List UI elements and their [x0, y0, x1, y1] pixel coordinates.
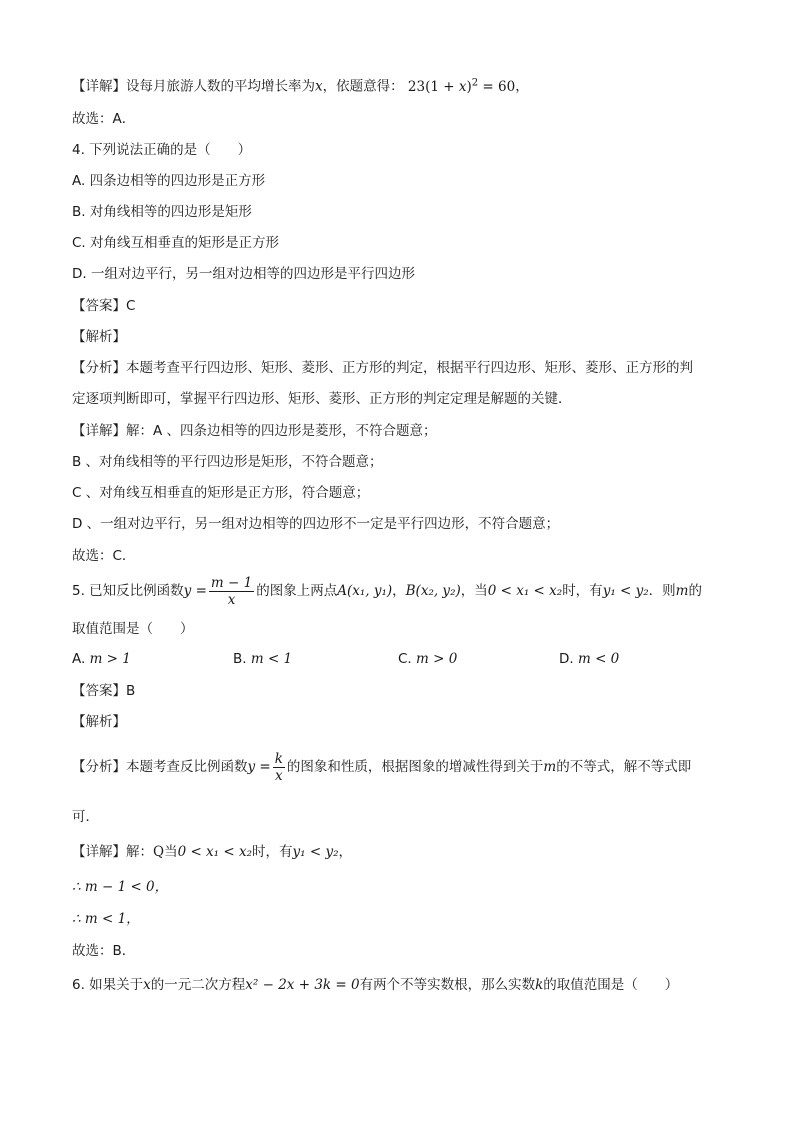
option-label: C.: [398, 651, 412, 667]
option-expr: m > 1: [89, 651, 131, 667]
q3-detail-line: [72, 74, 529, 96]
q4-detail-1: [72, 422, 437, 440]
func2-den: x: [275, 767, 283, 784]
q5-option-c: [398, 651, 457, 667]
q4-option-b: B. 对角线相等的四边形是矩形: [72, 204, 252, 220]
detail-text: 设每月旅游人数的平均增长率为: [126, 78, 315, 95]
q5-stem-d: 时，有: [562, 583, 603, 599]
quadratic-equation: x² − 2x + 3k = 0: [245, 977, 360, 993]
q4-answer: [72, 297, 135, 315]
q5-stem-line2: 取值范围是（ ）: [72, 621, 194, 637]
q4-analysis-label: 【解析】: [72, 329, 126, 345]
condition: 0 < x₁ < x₂: [487, 583, 563, 599]
var-m: m: [675, 583, 689, 599]
q4-choose: 故选：C．: [72, 548, 136, 564]
func2-fraction: [273, 751, 285, 784]
q5-stem-c: ，当: [460, 583, 488, 599]
func-fraction: [209, 575, 254, 608]
inequality: y₁ < y₂: [602, 583, 649, 599]
eq-close: ): [466, 78, 472, 95]
q5-stem: [72, 574, 702, 608]
func2-num: k: [274, 750, 283, 767]
eq-rhs: = 60: [478, 78, 516, 95]
q5-choose: 故选：B．: [72, 943, 136, 959]
point-a: A(x₁, y₁): [337, 583, 393, 599]
answer-label: 【答案】: [72, 298, 126, 314]
analysis-a: 本题考查反比例函数: [126, 759, 248, 775]
q5-stem-e: ．则: [648, 583, 676, 599]
analysis-b: 的图象和性质，根据图象的增减性得到关于: [286, 759, 544, 775]
detail-label: 【详解】: [72, 423, 126, 439]
detail-a: 解：: [126, 844, 153, 860]
q6-stem-d: 的取值范围是（ ）: [543, 977, 679, 993]
q5-option-a: [72, 651, 131, 667]
q4-option-a: A. 四条边相等的四边形是正方形: [72, 173, 266, 189]
eq-open: (1 +: [425, 78, 459, 95]
detail-d: ，: [338, 844, 352, 860]
option-expr: m < 1: [250, 651, 293, 667]
detail-c: 时，有: [252, 844, 293, 860]
analysis-var: m: [543, 759, 557, 775]
q4-option-c: C. 对角线互相垂直的矩形是正方形: [72, 235, 280, 251]
option-expr: m < 0: [577, 651, 620, 667]
var-x: x: [315, 78, 323, 95]
detail-label: 【详解】: [72, 844, 126, 860]
detail-label: 【详解】: [72, 78, 126, 95]
detail-b: 当: [164, 844, 178, 860]
q4-detail-4: D 、一组对边平行，另一组对边相等的四边形不一定是平行四边形，不符合题意；: [72, 516, 560, 532]
option-expr: m > 0: [416, 651, 458, 667]
q5-stem-b: 的图象上两点: [256, 583, 338, 599]
q5-detail: [72, 843, 352, 861]
answer-value: B: [126, 683, 136, 699]
q5-analysis-1: [72, 750, 691, 784]
q6-stem-b: 的一元二次方程: [150, 977, 246, 993]
analysis-head-label: 【分析】: [72, 759, 126, 775]
q5-option-d: [559, 651, 619, 667]
detail-cond: 0 < x₁ < x₂: [177, 844, 253, 860]
analysis-head-label: 【分析】: [72, 360, 126, 376]
func-lhs: y =: [183, 583, 207, 599]
eq-lhs: 23: [407, 78, 426, 95]
option-label: A.: [72, 651, 86, 667]
func-den: x: [227, 591, 236, 608]
var-x: x: [143, 977, 151, 993]
eq-var: x: [458, 78, 467, 95]
detail-text-2: ，依题意得：: [322, 78, 404, 95]
q5-step-1: ∴ m − 1 < 0，: [72, 879, 169, 895]
var-k: k: [535, 977, 544, 993]
q5-step-2: ∴ m < 1，: [72, 911, 140, 927]
q5-stem-a: 5. 已知反比例函数: [72, 583, 184, 599]
equation: [408, 79, 515, 95]
q5-analysis-2: 可．: [72, 809, 99, 825]
q3-choose: 故选：A．: [72, 111, 136, 127]
q5-option-b: [233, 651, 292, 667]
q4-analysis-2: 定逐项判断即可，掌握平行四边形、矩形、菱形、正方形的判定定理是解题的关键．: [72, 391, 572, 407]
q5-answer: [72, 682, 135, 700]
func2-lhs: y =: [247, 759, 271, 775]
func-num: m − 1: [210, 574, 253, 591]
analysis-text-1: 本题考查平行四边形、矩形、菱形、正方形的判定，根据平行四边形、矩形、菱形、正方形的判: [126, 360, 693, 376]
answer-label: 【答案】: [72, 683, 126, 699]
option-label: D.: [559, 651, 574, 667]
q5-stem-f: 的: [688, 583, 702, 599]
point-b: B(x₂, y₂): [405, 583, 461, 599]
q4-analysis-1: [72, 359, 693, 377]
q4-detail-2: B 、对角线相等的平行四边形是矩形，不符合题意；: [72, 454, 383, 470]
q4-stem: 4. 下列说法正确的是（ ）: [72, 142, 252, 158]
because-symbol: Q: [153, 844, 165, 860]
answer-value: C: [126, 298, 136, 314]
q6-stem-a: 6. 如果关于: [72, 977, 144, 993]
analysis-c: 的不等式，解不等式即: [556, 759, 692, 775]
detail-end: ，: [515, 78, 529, 95]
option-label: B.: [233, 651, 247, 667]
detail-line-1: 解：A 、四条边相等的四边形是菱形，不符合题意；: [126, 423, 437, 439]
q4-detail-3: C 、对角线互相垂直的矩形是正方形，符合题意；: [72, 485, 370, 501]
q6-stem-c: 有两个不等实数根，那么实数: [359, 977, 536, 993]
q5-analysis-label: 【解析】: [72, 714, 126, 730]
eq-exp: 2: [471, 77, 479, 88]
q6-stem: [72, 976, 678, 994]
separator: ，: [392, 583, 406, 599]
q4-option-d: D. 一组对边平行，另一组对边相等的四边形是平行四边形: [72, 266, 415, 282]
detail-ineq: y₁ < y₂: [292, 844, 339, 860]
